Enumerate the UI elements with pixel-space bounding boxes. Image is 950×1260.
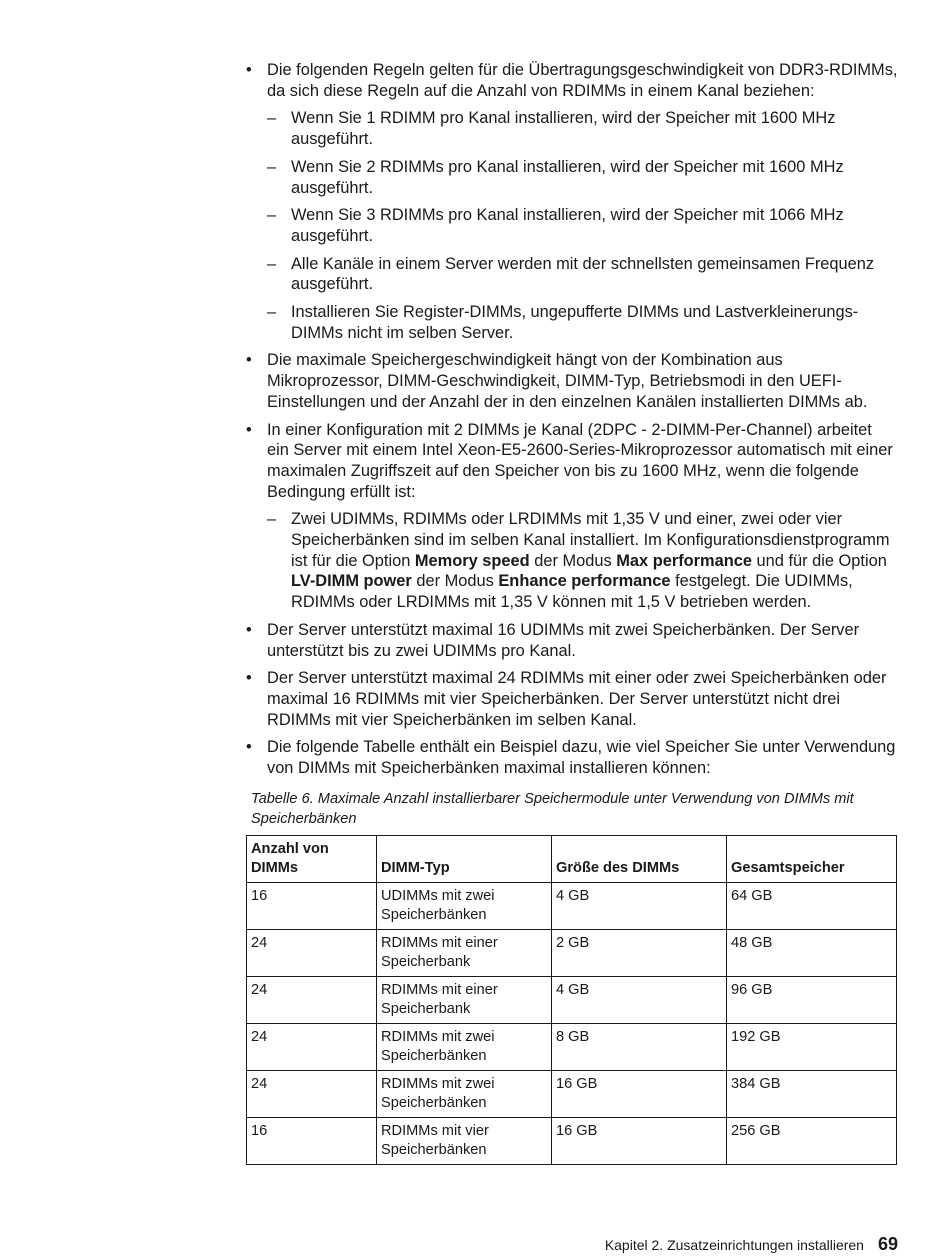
table-cell: RDIMMs mit zwei Speicherbänken bbox=[377, 1023, 552, 1070]
column-header: Gesamtspeicher bbox=[727, 835, 897, 882]
page-content bbox=[246, 60, 898, 1165]
chapter-title: Kapitel 2. Zusatzeinrichtungen installieren bbox=[604, 1237, 864, 1253]
table-cell: 24 bbox=[247, 976, 377, 1023]
dash-icon: – bbox=[267, 157, 277, 176]
bullet-icon: • bbox=[246, 420, 252, 439]
item-text: Der Server unterstützt maximal 24 RDIMMs mit einer oder zwei Speicherbänken oder maximal 16 RDIMMs mit vier Speicherbänken. Der Server unterstützt nicht drei RDIMMs mit vier Speicherbänken im selben Kanal. bbox=[267, 669, 887, 729]
table-row bbox=[247, 929, 897, 976]
table-row bbox=[247, 976, 897, 1023]
table-cell: RDIMMs mit zwei Speicherbänken bbox=[377, 1070, 552, 1117]
item-text: In einer Konfiguration mit 2 DIMMs je Kanal (2DPC - 2-DIMM-Per-Channel) arbeitet ein Server mit einem Intel Xeon-E5-2600-Series-Mikroprozessor automatisch mit einer maximalen Zugriffszeit auf den Speicher von bis zu 1600 MHz, wenn die folgende Bedingung erfüllt ist: bbox=[267, 420, 893, 501]
dash-icon: – bbox=[267, 510, 277, 529]
text-run: festgelegt. Die UDIMMs, RDIMMs oder LRDIMMs mit 1,35 V können mit 1,5 V betrieben werden. bbox=[291, 572, 853, 612]
table-cell: 8 GB bbox=[552, 1023, 727, 1070]
table-cell: 16 bbox=[247, 1117, 377, 1164]
item-text: Der Server unterstützt maximal 16 UDIMMs mit zwei Speicherbänken. Der Server unterstützt bis zu zwei UDIMMs pro Kanal. bbox=[267, 620, 860, 660]
item-text: Die folgende Tabelle enthält ein Beispiel dazu, wie viel Speicher Sie unter Verwendung von DIMMs mit Speicherbänken maximal installieren können: bbox=[267, 738, 896, 778]
list-item bbox=[246, 60, 898, 343]
table-row bbox=[247, 1023, 897, 1070]
table-caption: Tabelle 6. Maximale Anzahl installierbarer Speichermodule unter Verwendung von DIMMs mit Speicherbänken bbox=[251, 790, 854, 827]
bullet-icon: • bbox=[246, 620, 252, 639]
sub-list-item bbox=[267, 108, 898, 149]
table-cell: 24 bbox=[247, 929, 377, 976]
table-row bbox=[247, 1117, 897, 1164]
table-cell: UDIMMs mit zwei Speicherbänken bbox=[377, 882, 552, 929]
option-name: LV-DIMM power bbox=[291, 572, 412, 591]
list-item bbox=[246, 420, 898, 613]
page-number: 69 bbox=[877, 1234, 898, 1254]
table-cell: 4 GB bbox=[552, 976, 727, 1023]
table-cell: 24 bbox=[247, 1023, 377, 1070]
table-cell: 4 GB bbox=[552, 882, 727, 929]
option-name: Memory speed bbox=[414, 551, 530, 570]
page-footer bbox=[605, 1234, 898, 1255]
sub-list-item bbox=[267, 509, 898, 613]
table-cell: 24 bbox=[247, 1070, 377, 1117]
text-run: der Modus bbox=[529, 551, 617, 570]
table-cell: 48 GB bbox=[727, 929, 897, 976]
text-run: und für die Option bbox=[751, 551, 887, 570]
dash-icon: – bbox=[267, 254, 277, 273]
sub-list bbox=[267, 108, 898, 343]
column-header: Größe des DIMMs bbox=[552, 835, 727, 882]
table-cell: RDIMMs mit vier Speicherbänken bbox=[377, 1117, 552, 1164]
sub-list-item bbox=[267, 205, 898, 246]
sub-item-text: Wenn Sie 3 RDIMMs pro Kanal installieren, wird der Speicher mit 1066 MHz ausgeführt. bbox=[291, 206, 844, 245]
table-cell: 2 GB bbox=[552, 929, 727, 976]
dash-icon: – bbox=[267, 303, 277, 322]
dash-icon: – bbox=[267, 109, 277, 128]
bullet-icon: • bbox=[246, 669, 252, 688]
table-cell: RDIMMs mit einer Speicherbank bbox=[377, 929, 552, 976]
bullet-icon: • bbox=[246, 738, 252, 757]
table-cell: 16 GB bbox=[552, 1117, 727, 1164]
table-row bbox=[247, 882, 897, 929]
list-item bbox=[246, 668, 898, 730]
sub-list-item bbox=[267, 302, 898, 343]
item-text: Die maximale Speichergeschwindigkeit hängt von der Kombination aus Mikroprozessor, DIMM-Geschwindigkeit, DIMM-Typ, Betriebsmodi in den UEFI-Einstellungen und der Anzahl der in den einzelnen Kanälen installierten DIMMs ab. bbox=[267, 351, 868, 411]
table-row bbox=[247, 1070, 897, 1117]
text-run: der Modus bbox=[411, 572, 499, 591]
list-item bbox=[246, 737, 898, 778]
dash-icon: – bbox=[267, 206, 277, 225]
sub-item-text: Alle Kanäle in einem Server werden mit der schnellsten gemeinsamen Frequenz ausgeführt. bbox=[291, 254, 875, 294]
sub-list-item bbox=[267, 157, 898, 198]
sub-item-text: Wenn Sie 2 RDIMMs pro Kanal installieren, wird der Speicher mit 1600 MHz ausgeführt. bbox=[291, 157, 844, 197]
sub-list-item bbox=[267, 254, 898, 295]
table-cell: 256 GB bbox=[727, 1117, 897, 1164]
table-cell: RDIMMs mit einer Speicherbank bbox=[377, 976, 552, 1023]
bullet-icon: • bbox=[246, 61, 252, 79]
text-run: Zwei UDIMMs, RDIMMs oder LRDIMMs mit 1,35 V und einer, zwei oder vier Speicherbänken sind im selben Kanal installiert. Im Konfigurationsdienstprogramm ist für die Option bbox=[291, 510, 890, 570]
mode-name: Enhance performance bbox=[498, 572, 671, 591]
item-text: Die folgenden Regeln gelten für die Übertragungsgeschwindigkeit von DDR3-RDIMMs, da sich diese Regeln auf die Anzahl von RDIMMs in einem Kanal beziehen: bbox=[267, 61, 898, 100]
table-cell: 96 GB bbox=[727, 976, 897, 1023]
table-cell: 16 GB bbox=[552, 1070, 727, 1117]
sub-item-text: Installieren Sie Register-DIMMs, ungepufferte DIMMs und Lastverkleinerungs-DIMMs nicht im selben Server. bbox=[291, 303, 859, 342]
table-cell: 384 GB bbox=[727, 1070, 897, 1117]
table-cell: 16 bbox=[247, 882, 377, 929]
table-cell: 64 GB bbox=[727, 882, 897, 929]
sub-item-text bbox=[291, 510, 890, 611]
mode-name: Max performance bbox=[616, 551, 752, 570]
sub-item-text: Wenn Sie 1 RDIMM pro Kanal installieren, wird der Speicher mit 1600 MHz ausgeführt. bbox=[291, 109, 836, 149]
column-header: Anzahl von DIMMs bbox=[247, 835, 377, 882]
list-item bbox=[246, 620, 898, 661]
list-item bbox=[246, 350, 898, 412]
table-header-row bbox=[247, 835, 897, 882]
memory-table bbox=[246, 835, 897, 1165]
column-header: DIMM-Typ bbox=[377, 835, 552, 882]
bullet-icon: • bbox=[246, 351, 252, 370]
sub-list bbox=[267, 509, 898, 613]
table-cell: 192 GB bbox=[727, 1023, 897, 1070]
